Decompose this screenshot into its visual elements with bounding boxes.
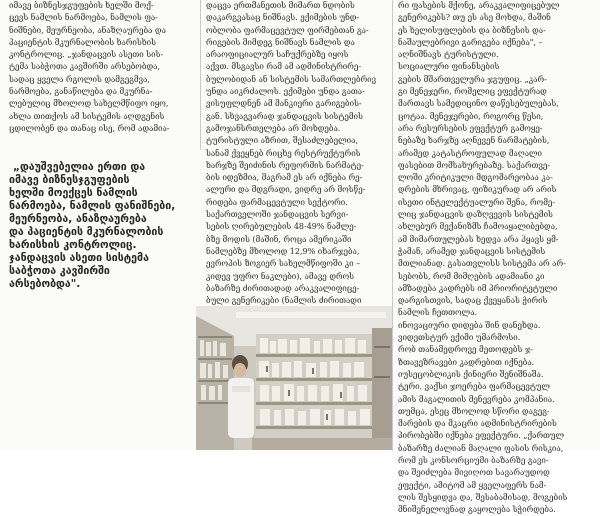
text-line: ბაზარზე ძალიან მაღალი ფასის რისკია, (398, 443, 564, 453)
text-line: ნამლებზე მხოლოდ 12,9% იხარჯება, (206, 246, 360, 256)
text-line: კონტროლიც. „ჯანდაცვის ასეთი სის- (9, 50, 164, 60)
text-line: ლიც ჯანდაცვის დაზღვევის სისტემის (398, 210, 553, 220)
text-line: მართავს სამედიცინო დაწესებულებას, (398, 99, 559, 109)
column-3-text (398, 0, 590, 516)
text-line: ეფექტი, ამიტომ ამ ყველაფერს ნამ- (398, 480, 547, 490)
text-line: და შეიძლება მივიღოთ სავარაუდოდ (398, 468, 550, 478)
text-line: სანამ ქვეყნებ რიცხე რესტრუქტურის (206, 148, 361, 158)
text-line: ობლობა ფარმაცევტულ ფირმებთან გა- (206, 25, 369, 35)
pull-quote-line: მეურნეობა, ანაზღაურება (9, 213, 147, 225)
text-line: ნაშაულებრივი გარიგება იქნება", – (398, 37, 543, 47)
text-line: დარგისთვის, სადაც ქვეყანას ჭირის (398, 296, 548, 306)
text-line: ეს ხელისუფლების და ბიზნესის და- (398, 25, 546, 35)
text-line: ახლა თითქოს ამ სისტემის აღდგენის (9, 111, 165, 121)
text-line: ამ მიმართულებას ხედვა არა ჰყავს ყმ- (398, 234, 559, 244)
text-line: ლის შესყიდვა და, შესაბამისად, მოგების (398, 492, 568, 502)
pull-quote-line: ხარისხის კონტროლიც. (9, 239, 137, 251)
text-line: ამზადება კადრებს იმ პრიორიტეტული (398, 283, 558, 293)
text-line: სებობს, რომ მიმღების ადამიანი კი (398, 271, 545, 281)
text-line: ცოტაა. მენეჯერები, როგორც წესი, (398, 111, 544, 121)
text-line: პაციენტის მკურნალობის ხარისხის (9, 37, 156, 47)
pull-quote-line: ხელში მოექცეს ნამლის (9, 187, 138, 199)
text-line: ფასებით მომსახურებაზე. საქართვე- (398, 160, 551, 170)
text-line: ნამლის ჩეთთოლა. (398, 308, 478, 318)
text-line: ხარჯზე შეიძინის რეფორმის ნარმატე- (206, 160, 364, 170)
text-line: მნიშვნელოვნად გაყოლება სჭირდება. (398, 505, 556, 515)
pull-quote (9, 161, 195, 291)
text-line: ბის იდეზმია, მაგრამ ეს არ იქნება რე- (206, 173, 363, 183)
text-line: ნარმოება, განაწილება და მკურნა- (9, 87, 153, 97)
pharmacy-photo-image (196, 306, 392, 450)
text-line: სების ღირებულების 48-49% ნამლე- (206, 222, 357, 232)
text-line: დაკარგვასაც ნიშნავს. ექიმების უნდ- (206, 13, 360, 23)
pharmacy-photo (196, 306, 392, 450)
article-column-1 (9, 0, 195, 150)
text-line: ისეთი ინტელექტუალური შენა, რომე- (398, 197, 556, 207)
text-line: რობ თანამედროვე მეთოდებს ჯ- (398, 345, 534, 355)
text-line: ბზე მოდის (მაშინ, როცა ამერიკაში (206, 234, 352, 244)
text-line: ბაზარზე ძირითადად არაკვალიფიცე- (206, 283, 360, 293)
text-line: სოციალური ფინანსების (398, 62, 500, 72)
text-line: არამედ კატასტროფულად მაღალი (398, 148, 543, 158)
pull-quote-line: საბჭოთა კავშირში (9, 265, 110, 277)
text-line: ინოვაციური დიდება შინ დანეხდა. (398, 320, 541, 330)
text-line: აღნიშნავს ტურისტული. (398, 50, 499, 60)
text-line: ზთავეზრავები კადრებით იქნება. (398, 357, 535, 367)
text-line: დრების მხრივაც, ფიზიკურად არ არის (398, 185, 557, 195)
pull-quote-line: არსებობდა". (9, 278, 81, 290)
text-line: ალური და მდგრადი, ვიდრე არ მოსწე- (206, 185, 366, 195)
text-line: მარების და მკაცრი ადმინისტრირების (398, 419, 557, 429)
pull-quote-line: და პაციენტის მკურნალობის (9, 226, 164, 238)
text-line: ბული გენერიკები (ნამლის ძირითადი (206, 296, 362, 306)
text-line: კიდევ უფრო ნაკლები), ამავე დროს (206, 271, 355, 281)
text-line: ამის მაგალითის მენევრება კომპანია. (398, 394, 555, 404)
text-line: რიგების მიმდეგ ნიშნავს ნამლის და (206, 37, 355, 47)
text-line: სადაც ყველა რგოლის დამგეგმვა, (9, 74, 150, 84)
text-line: ნებაზე ხარჯზე აღნევენ ნარმატების, (398, 136, 550, 146)
column-divider (200, 0, 201, 150)
text-line: რი ფასების მქონე, არაკვალიფიცებულ (398, 1, 560, 10)
pull-quote-line: იმავე ბიზნესჯგუფების (9, 174, 130, 186)
text-line: აქვთ. მსგავსი რამ ამ ადმინისტრირე- (206, 62, 362, 72)
article-column-2 (206, 0, 386, 306)
text-line: ახლებურ მექანიზმს ჩამოაყალიბებდა, (398, 222, 558, 232)
text-line: ლებულიც მხოლოდ სახელმწიფო იყო, (9, 99, 169, 109)
text-line: რიდება ფარმაცევტული სექტორი. (206, 197, 348, 207)
text-line: თუმცა, ესეც მხოლოდ სწორი დაგეგ- (398, 406, 550, 416)
text-line: ჭამან, არამედ ჯანდაცვის სისტემის (398, 246, 546, 256)
pull-quote-line: ჯანდაცვის ასეთი სისტემა (9, 252, 149, 264)
text-line: გამოჯანსრთელება არ მოხდება. (206, 123, 341, 133)
text-line: გების მშართველურა ჯგუფიც. „კარ- (398, 74, 547, 84)
text-line: დაცვა ერთმანეთის მიმართ ნდობის (206, 1, 355, 10)
text-line: იუსეცობლიკის ქინიერი შენიშნაშა. (398, 369, 544, 379)
text-line: ტემა საბჭოთა კავშირში არსებობდა, (9, 62, 161, 72)
text-line: ლოში კრიტიკული მდგომარეობაა კა- (398, 173, 553, 183)
text-line: გან. სხვაგვარად ჯანდაცვის სისტემის (206, 111, 363, 121)
text-line: არაოფიციალურ საჩუქრებზე იყოს (206, 50, 349, 60)
column-1-text (9, 0, 195, 135)
text-line: ნიშნები, მეურნეობა, ანაზღაურება და (9, 25, 166, 35)
text-line: ვისუფლდნენ ამ მანკიერი გარიგების- (206, 99, 362, 109)
column-2-text (206, 0, 386, 320)
text-line: საქართველოში ჯანდაცვის სერვი- (206, 210, 349, 220)
article-column-3 (398, 0, 590, 515)
text-line: ტერი. ვაქსი ჯოერება ფარმაცევტულ (398, 382, 550, 392)
pull-quote-line: „დაუშვებელია ერთი და (13, 161, 146, 173)
text-line: არა რესურსების ეფექტურ გამოყე- (398, 123, 543, 133)
text-line: ევროპის ზოგიერ სახელმწიფოში კი – (206, 259, 361, 269)
column-divider (392, 0, 393, 450)
text-line: იმავე ბიზნესჯგუფების ხელში მოქ- (9, 1, 154, 10)
text-line: ვიდეთსტურ ექიმი უმარმოსი. (398, 333, 521, 343)
text-line: მთლიანად. გასათვლისს სისტემა არ არ- (398, 259, 566, 269)
text-line: გენერიკებს? თუ ეს ასე მოხდა, მაშინ (398, 13, 551, 23)
text-line: პირობებში იქნება ეფექტური. „ქართულ (398, 431, 565, 441)
text-line: გი მენეჯერი, რომელიც ეფექტურად (398, 87, 547, 97)
text-line: ცდილობენ და თანაც ისე, რომ ადამია- (9, 123, 170, 133)
text-line: ტურისტული აზრით, შესაძლებელია, (206, 136, 358, 146)
text-line: უნდა აიკრძალოს. ექიმები უნდა გათა- (206, 87, 365, 97)
text-line: რომ ეს კონსორციუმი ბაზარზე გავი- (398, 455, 549, 465)
text-line: ბულობიდან ან სისტემის სამართლებრივ (206, 74, 377, 84)
pull-quote-line: ნარმოება, ნამლის ფანიშნები, (9, 200, 176, 212)
text-line: ცევს ნამლის ნარმოება, ნამლის ფა- (9, 13, 158, 23)
